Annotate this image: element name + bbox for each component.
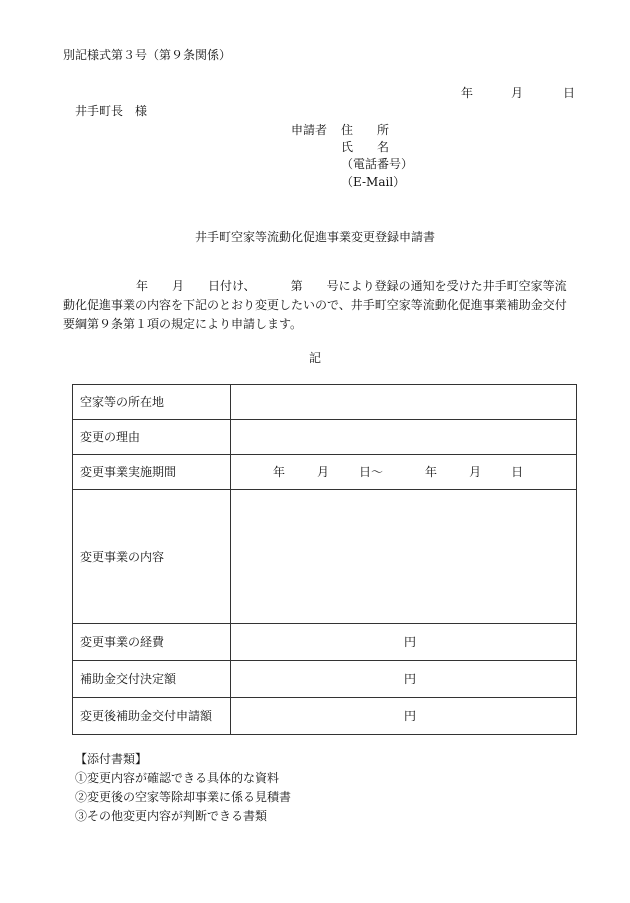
table-row (73, 420, 577, 455)
table-row (73, 661, 577, 698)
body-line-1 (63, 279, 578, 293)
row-label-grant-requested: 変更後補助金交付申請額 (73, 698, 231, 735)
period-end-year: 年 (425, 465, 438, 479)
row-value-location[interactable] (231, 385, 577, 420)
row-value-reason[interactable] (231, 420, 577, 455)
date-day-label: 日 (563, 86, 576, 100)
email-label: （E-Mail） (341, 175, 406, 189)
body-month: 月 (172, 279, 185, 293)
change-details-table (72, 384, 577, 735)
phone-label: （電話番号） (341, 157, 414, 171)
row-label-reason: 変更の理由 (73, 420, 231, 455)
period-start-month: 月 (317, 465, 330, 479)
attachment-item: ③その他変更内容が判断できる書類 (75, 809, 268, 823)
document-title: 井手町空家等流動化促進事業変更登録申請書 (194, 230, 435, 244)
period-end-month: 月 (469, 465, 482, 479)
table-row (73, 624, 577, 661)
date-line (461, 86, 575, 100)
period-start-day: 日～ (359, 465, 384, 479)
attachments-heading: 【添付書類】 (75, 752, 148, 766)
row-label-content: 変更事業の内容 (73, 490, 231, 624)
row-label-grant-decided: 補助金交付決定額 (73, 661, 231, 698)
ki-label: 記 (308, 351, 321, 365)
row-value-grant-decided[interactable]: 円 (231, 661, 577, 698)
body-line-2: 動化促進事業の内容を下記のとおり変更したいので、井手町空家等流動化促進事業補助金交付 (63, 298, 567, 312)
body-line-3: 要綱第９条第１項の規定により申請します。 (63, 317, 303, 331)
applicant-prefix: 申請者 (291, 123, 328, 137)
period-start-year: 年 (273, 465, 286, 479)
row-label-location: 空家等の所在地 (73, 385, 231, 420)
body-dai: 第 (290, 279, 303, 293)
table-row (73, 698, 577, 735)
attachment-item: ②変更後の空家等除却事業に係る見積書 (75, 790, 292, 804)
address-label: 住 所 (341, 123, 390, 137)
body-date: 日付け、 (208, 279, 256, 293)
body-year: 年 (136, 279, 149, 293)
table-row (73, 490, 577, 624)
row-label-cost: 変更事業の経費 (73, 624, 231, 661)
table-row (73, 455, 577, 490)
row-value-period[interactable] (231, 455, 577, 490)
row-value-cost[interactable]: 円 (231, 624, 577, 661)
body-line-1-rest: 号により登録の通知を受けた井手町空家等流 (326, 279, 567, 293)
date-month-label: 月 (511, 86, 524, 100)
attachments-section (75, 750, 291, 826)
date-year-label: 年 (461, 86, 474, 100)
row-value-content[interactable] (231, 490, 577, 624)
row-label-period: 変更事業実施期間 (73, 455, 231, 490)
period-end-day: 日 (511, 465, 524, 479)
row-value-grant-requested[interactable]: 円 (231, 698, 577, 735)
attachment-item: ①変更内容が確認できる具体的な資料 (75, 771, 280, 785)
name-label: 氏 名 (341, 140, 390, 154)
form-number: 別記様式第３号（第９条関係） (63, 48, 232, 62)
addressee: 井手町長 様 (75, 104, 148, 118)
table-row (73, 385, 577, 420)
